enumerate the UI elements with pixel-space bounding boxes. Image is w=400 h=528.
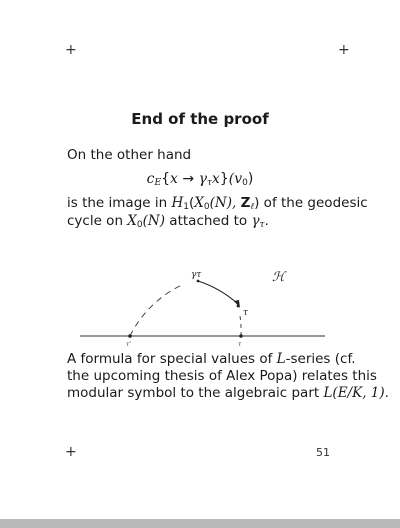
line3-gamma: γ bbox=[251, 213, 260, 229]
right-foot-point bbox=[239, 334, 243, 338]
line3-zero: 0 bbox=[136, 220, 143, 230]
formula-arrow: → bbox=[177, 171, 199, 187]
line2-ell: ℓ bbox=[250, 202, 255, 212]
line6-end: . bbox=[384, 385, 389, 401]
text-line-4 bbox=[67, 351, 356, 368]
line2-Z: Z bbox=[240, 195, 251, 211]
geodesic-tail-arc bbox=[240, 316, 241, 336]
formula-E: E bbox=[154, 178, 162, 188]
line4-post: -series (cf. bbox=[285, 351, 356, 367]
line2-close: ) bbox=[254, 195, 260, 211]
line2-zero: 0 bbox=[203, 202, 210, 212]
label-gamma-tau: γτ bbox=[191, 270, 202, 280]
formula-arg: (v bbox=[228, 171, 243, 187]
formula-lbrace: { bbox=[161, 171, 171, 187]
right-point bbox=[237, 305, 240, 308]
upper-half-plane-label: ℋ bbox=[272, 270, 285, 285]
line2-one: 1 bbox=[183, 202, 189, 212]
line6-pre: modular symbol to the algebraic part bbox=[67, 385, 324, 401]
line4-L: L bbox=[276, 351, 286, 367]
text-line-1: On the other hand bbox=[67, 147, 192, 163]
line3-tau: τ bbox=[259, 220, 265, 230]
bottom-edge-bar bbox=[0, 519, 400, 528]
line3-mid: attached to bbox=[165, 213, 252, 229]
top-point bbox=[197, 280, 200, 283]
line3-X: X bbox=[127, 213, 137, 229]
formula-close: ) bbox=[247, 171, 254, 187]
line2-post: of the geodesic bbox=[259, 195, 368, 211]
label-tau-right: τ bbox=[243, 308, 248, 318]
left-foot-point bbox=[128, 334, 132, 338]
text-line-6 bbox=[67, 385, 389, 402]
label-left-foot: τ' bbox=[126, 341, 131, 348]
line3-end: . bbox=[264, 213, 269, 229]
geodesic-solid-arc bbox=[198, 281, 238, 304]
corner-mark-bottom-left: + bbox=[65, 444, 77, 460]
formula-x2: x bbox=[211, 171, 220, 187]
label-right-foot: τ bbox=[238, 341, 242, 348]
line2-H: H bbox=[171, 195, 184, 211]
formula-x1: x bbox=[170, 171, 178, 187]
formula-rbrace: } bbox=[219, 171, 229, 187]
formula-c: c bbox=[146, 171, 155, 187]
formula-zero: 0 bbox=[242, 178, 248, 188]
corner-mark-top-right: + bbox=[338, 42, 350, 58]
formula-gamma: γ bbox=[198, 171, 207, 187]
line3-pre: cycle on bbox=[67, 213, 128, 229]
line2-pre: is the image in bbox=[67, 195, 172, 211]
line4-pre: A formula for special values of bbox=[67, 351, 277, 367]
geodesic-dashed-arc bbox=[130, 284, 184, 336]
line3-N: (N) bbox=[142, 213, 166, 229]
line6-expr: L(E/K, 1) bbox=[323, 385, 385, 401]
page-number: 51 bbox=[316, 446, 330, 459]
line2-open: ( bbox=[188, 195, 195, 211]
formula-tau: τ bbox=[206, 178, 212, 188]
line2-N: (N), bbox=[209, 195, 241, 211]
text-line-5: the upcoming thesis of Alex Popa) relates this bbox=[67, 368, 377, 384]
line2-X: X bbox=[194, 195, 204, 211]
corner-mark-top-left: + bbox=[65, 42, 77, 58]
page-title: End of the proof bbox=[131, 110, 269, 128]
